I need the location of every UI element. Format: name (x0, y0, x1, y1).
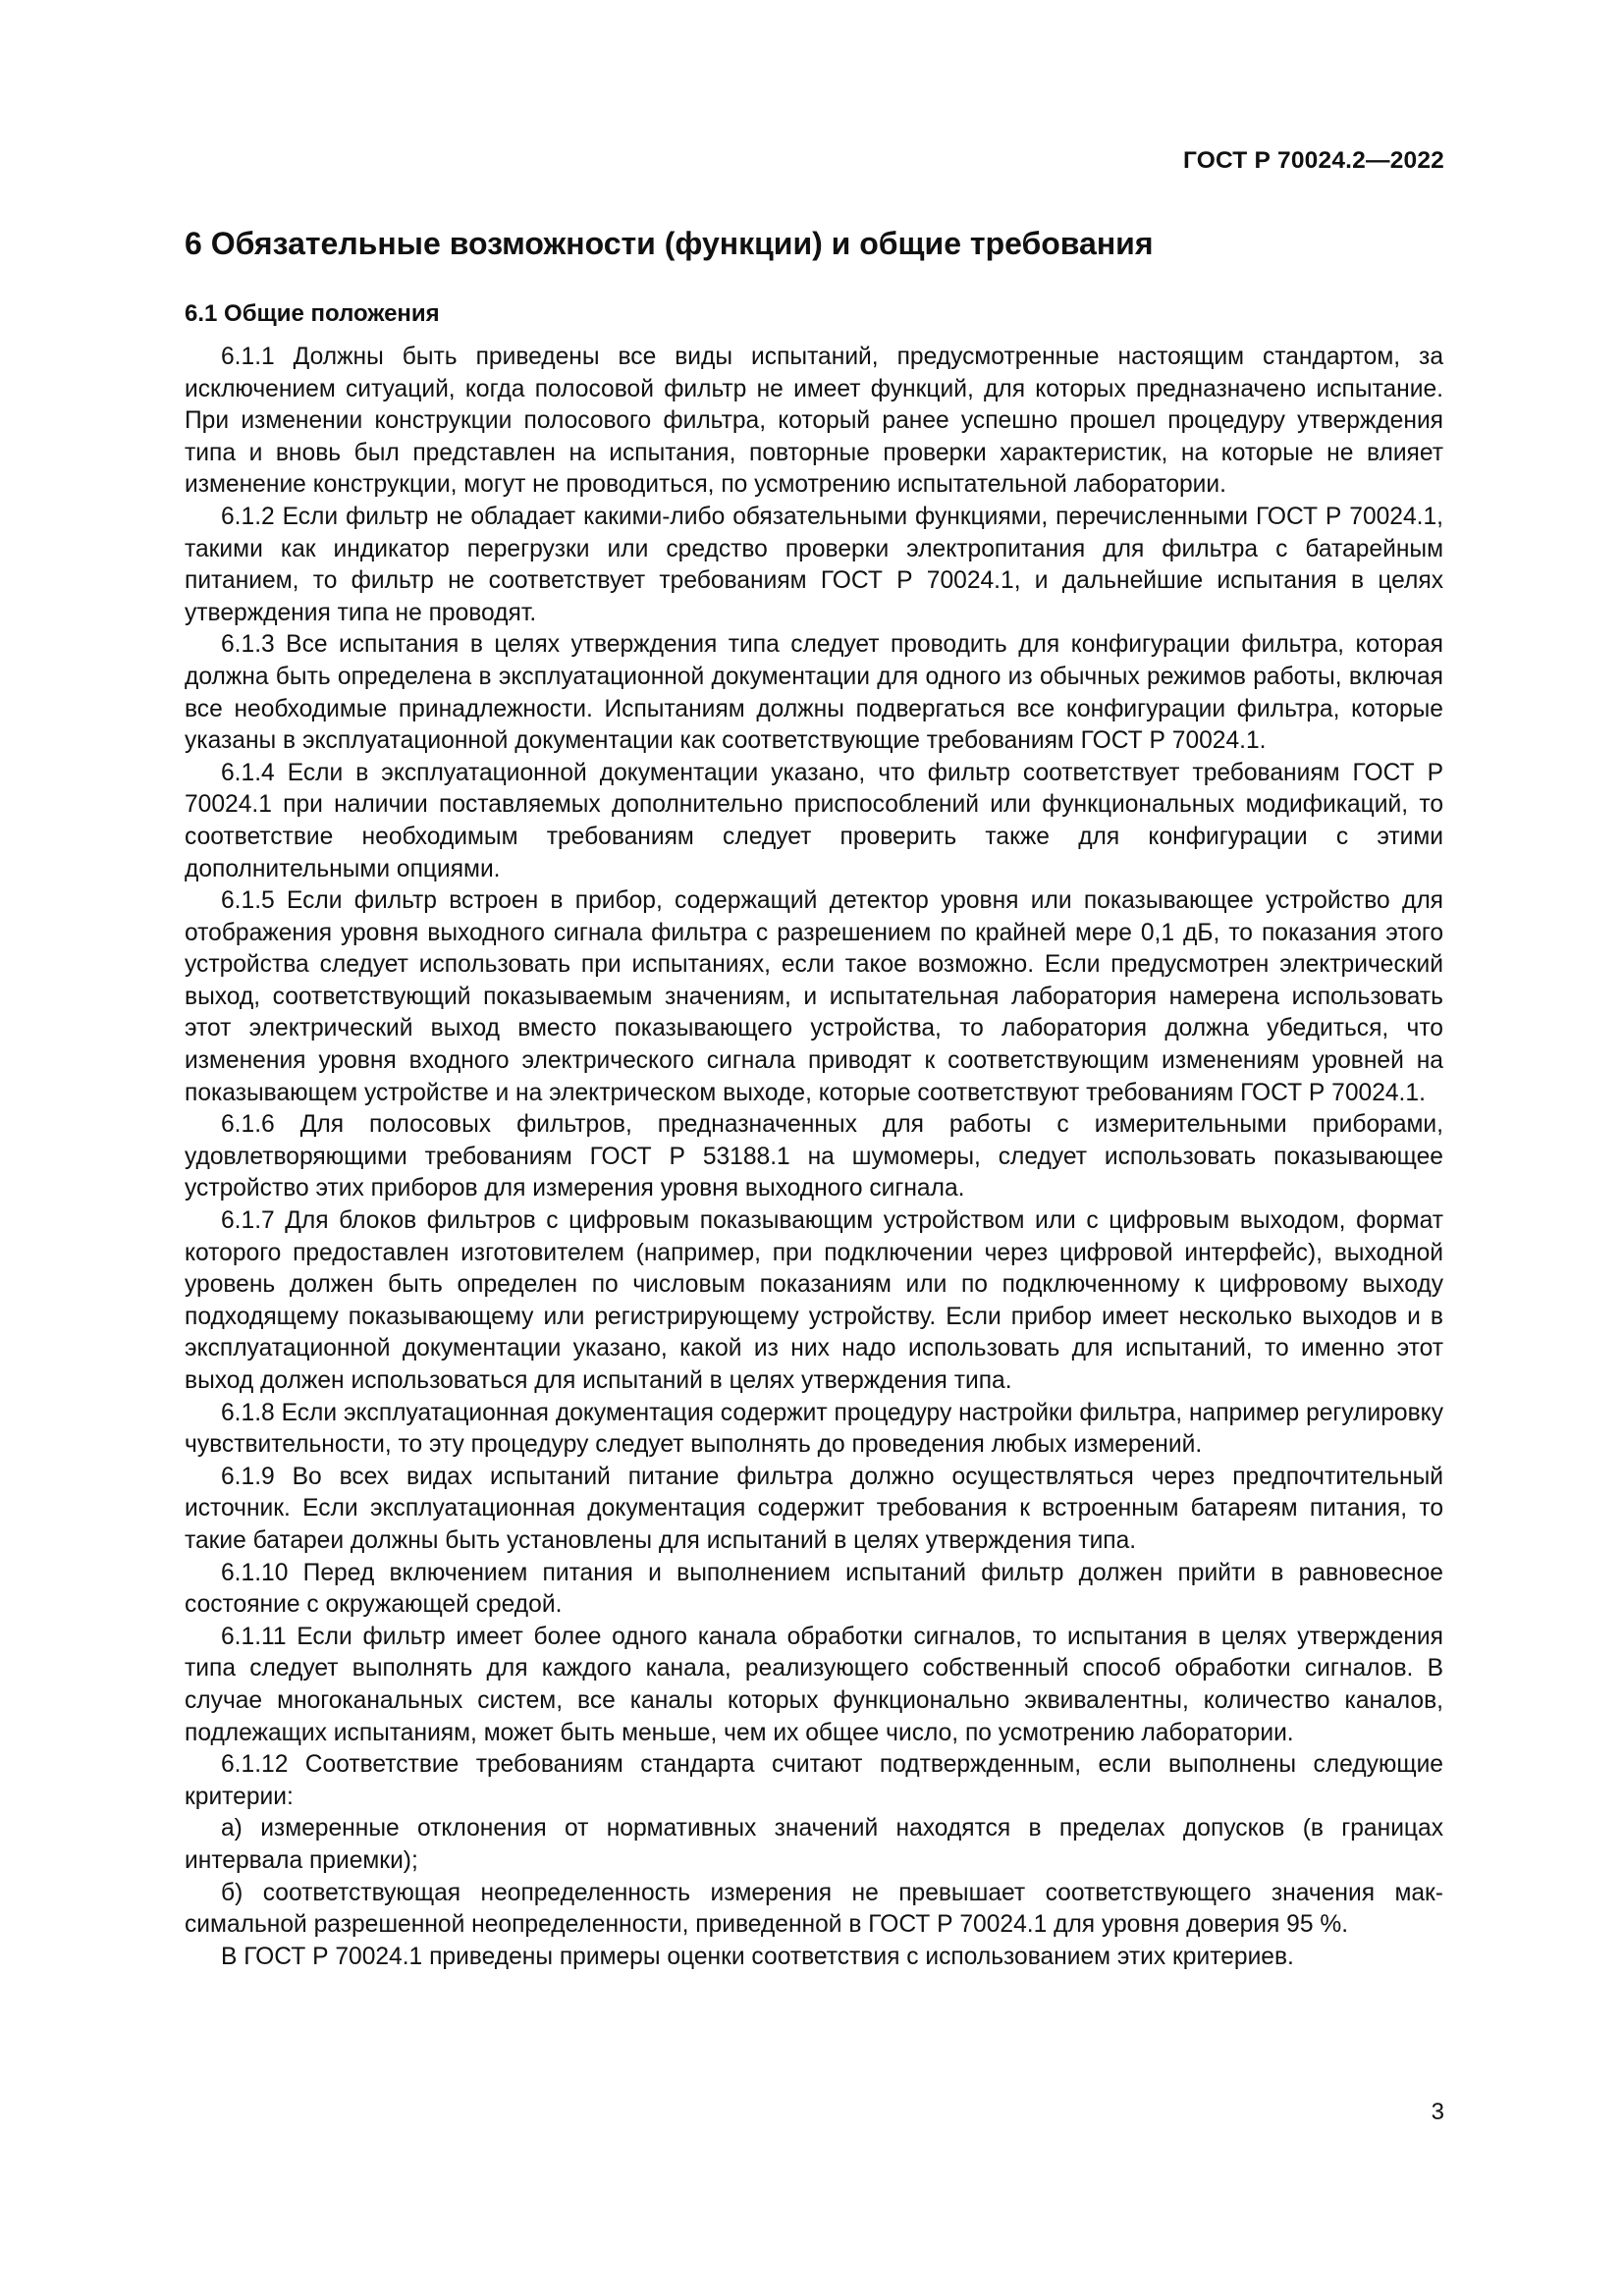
document-body (185, 218, 1443, 1973)
list-item-b: б) соответствующая неопределенность измерения не превышает соответствующего значения максимальной разрешенной неопределенности, приведенной в ГОСТ Р 70024.1 для уровня доверия 95 %. (185, 1879, 1443, 1939)
paragraph-6-1-3: 6.1.3 Все испытания в целях утверждения типа следует проводить для конфигурации фильтра, которая должна быть определена в эксплуатационной документации для одного из обычных режимов работы, включая все необходимые принадлежности. Испытаниям должны подвергаться все конфигурации фильтра, которые указаны в эксплуатационной документации как соответствующие требованиям ГОСТ Р 70024.1. (185, 631, 1443, 755)
paragraph-6-1-5: 6.1.5 Если фильтр встроен в прибор, содержащий детектор уровня или показывающее устройство для отображения уровня выходного сигнала фильтра с разрешением по крайней мере 0,1 дБ, то показания этого устройства следует использовать при испытаниях, если такое возможно. Если предусмотрен электрический выход, соответствующий показываемым значениям, и испытательная лаборатория намерена использовать этот электрический выход вместо показывающего устройства, то лаборатория должна убедиться, что изменения уровня входного электрического сигнала приводят к соответствующим изменениям уровней на показывающем устройстве и на электрическом выходе, которые соответствуют требованиям ГОСТ Р 70024.1. (185, 887, 1443, 1106)
subsection-title: 6.1 Общие положения (185, 300, 440, 327)
document-header-id: ГОСТ Р 70024.2—2022 (1183, 147, 1444, 174)
paragraph-6-1-9: 6.1.9 Во всех видах испытаний питание фильтра должно осуществляться через предпочтительный источник. Если эксплуатационная документация содержит требования к встроенным батареям питания, то такие батареи должны быть установлены для испытаний в целях утверждения типа. (185, 1463, 1443, 1554)
paragraph-6-1-2: 6.1.2 Если фильтр не обладает какими-либо обязательными функциями, перечисленными ГОСТ Р 70024.1, такими как индикатор перегрузки или средство проверки электропитания для фильтра с батарейным питанием, то фильтр не соответствует требованиям ГОСТ Р 70024.1, и дальнейшие испытания в целях утверждения типа не проводят. (185, 503, 1443, 626)
paragraph-6-1-7: 6.1.7 Для блоков фильтров с цифровым показывающим устройством или с цифровым выходом, формат которого предоставлен изготовителем (например, при подключении через цифровой интерфейс), выходной уровень должен быть определен по числовым показаниям или по подключенному к цифровому выходу подходящему показывающему или регистрирующему устройству. Если прибор имеет несколько выходов и в эксплуатационной документации указано, какой из них надо использовать для испытаний, то именно этот выход должен использоваться для испытаний в целях утверждения типа. (185, 1207, 1443, 1394)
closing-paragraph: В ГОСТ Р 70024.1 приведены примеры оценки соответствия с использованием этих критериев. (221, 1943, 1294, 1970)
section-title: 6 Обязательные возможности (функции) и общие требования (185, 226, 1154, 261)
paragraph-6-1-6: 6.1.6 Для полосовых фильтров, предназначенных для работы с измерительными приборами, удовлетворяющими требованиям ГОСТ Р 53188.1 на шумомеры, следует использовать показывающее устройство этих приборов для измерения уровня выходного сигнала. (185, 1111, 1443, 1202)
paragraph-6-1-1: 6.1.1 Должны быть приведены все виды испытаний, предусмотренные настоящим стандартом, за исключением ситуаций, когда полосовой фильтр не имеет функций, для которых предназначено испытание. При изменении конструкции полосового фильтра, который ранее успешно прошел процедуру утверждения типа и вновь был представлен на испытания, повторные проверки характеристик, на которые не влияет изменение конструкции, могут не проводиться, по усмотрению испытательной лаборатории. (185, 344, 1443, 499)
page-number: 3 (1431, 2099, 1444, 2125)
paragraph-6-1-12: 6.1.12 Соответствие требованиям стандарта считают подтвержденным, если выполнены следующие критерии: (185, 1751, 1443, 1810)
paragraph-6-1-11: 6.1.11 Если фильтр имеет более одного канала обработки сигналов, то испытания в целях утверждения типа следует выполнять для каждого канала, реализующего собственный способ обработки сигналов. В случае многоканальных систем, все каналы которых функционально эквивалентны, количество каналов, подлежащих испытаниям, может быть меньше, чем их общее число, по усмотрению лаборатории. (185, 1623, 1443, 1746)
paragraph-6-1-10: 6.1.10 Перед включением питания и выполнением испытаний фильтр должен прийти в равновесное состояние с окружающей средой. (185, 1559, 1443, 1619)
list-item-a: а) измеренные отклонения от нормативных значений находятся в пределах допусков (в границах интервала приемки); (185, 1815, 1443, 1874)
paragraph-6-1-4: 6.1.4 Если в эксплуатационной документации указано, что фильтр соответствует требованиям ГОСТ Р 70024.1 при наличии поставляемых дополнительно приспособлений или функциональных модификаций, то соответствие необходимым требованиям следует проверить также для конфигурации с этими дополнительными опциями. (185, 759, 1443, 882)
paragraph-6-1-8: 6.1.8 Если эксплуатационная документация содержит процедуру настройки фильтра, например регулировку чувствительности, то эту процедуру следует выполнять до проведения любых измерений. (185, 1399, 1443, 1459)
